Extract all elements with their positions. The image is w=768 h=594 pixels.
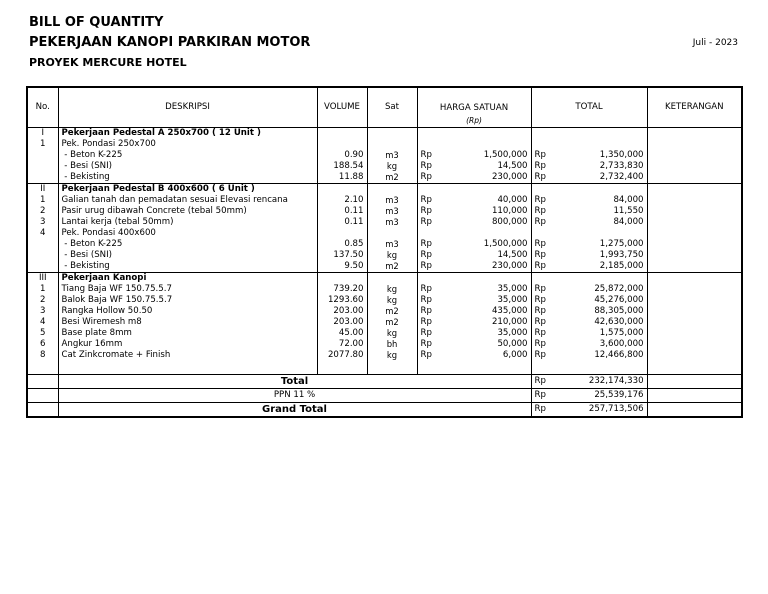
row-unit (367, 228, 417, 239)
row-total (551, 184, 647, 196)
row-total-currency (531, 128, 551, 140)
row-volume: 2.10 (317, 195, 367, 206)
row-unit: m3 (367, 206, 417, 217)
row-total: 84,000 (551, 195, 647, 206)
row-keterangan (647, 161, 742, 172)
row-description: Pek. Pondasi 250x700 (58, 139, 317, 150)
row-unit: m2 (367, 172, 417, 184)
row-total: 2,185,000 (551, 261, 647, 273)
table-row (27, 295, 742, 306)
header-no: No. (27, 87, 58, 128)
row-unit (367, 273, 417, 285)
row-price-currency: Rp (417, 161, 439, 172)
table-row (27, 284, 742, 295)
row-price-currency: Rp (417, 206, 439, 217)
project-name: PROYEK MERCURE HOTEL (29, 56, 187, 69)
row-description: - Beton K-225 (58, 239, 317, 250)
grand-total-rp: Rp (531, 403, 551, 418)
table-row (27, 239, 742, 250)
row-no: 2 (27, 295, 58, 306)
row-description: Galian tanah dan pemadatan sesuai Elevasi rencana (58, 195, 317, 206)
spacer-row (27, 361, 742, 375)
row-keterangan (647, 184, 742, 196)
document-date: Juli - 2023 (692, 38, 738, 48)
section-row (27, 273, 742, 285)
row-price-currency: Rp (417, 317, 439, 328)
row-price-currency (417, 139, 439, 150)
row-volume: 188.54 (317, 161, 367, 172)
row-description: Cat Zinkcromate + Finish (58, 350, 317, 361)
row-unit: kg (367, 284, 417, 295)
row-unit-price: 110,000 (439, 206, 531, 217)
row-total: 2,733,830 (551, 161, 647, 172)
row-price-currency: Rp (417, 295, 439, 306)
row-keterangan (647, 128, 742, 140)
row-price-currency: Rp (417, 328, 439, 339)
row-total-currency: Rp (531, 350, 551, 361)
table-row (27, 172, 742, 184)
row-total-currency: Rp (531, 239, 551, 250)
row-unit-price: 35,000 (439, 328, 531, 339)
row-volume: 45.00 (317, 328, 367, 339)
row-total: 3,600,000 (551, 339, 647, 350)
row-no: 3 (27, 306, 58, 317)
row-price-currency: Rp (417, 150, 439, 161)
row-keterangan (647, 284, 742, 295)
row-unit: bh (367, 339, 417, 350)
row-no (27, 261, 58, 273)
row-description: Pekerjaan Pedestal B 400x600 ( 6 Unit ) (58, 184, 317, 196)
table-row (27, 206, 742, 217)
row-total: 45,276,000 (551, 295, 647, 306)
table-row (27, 250, 742, 261)
row-keterangan (647, 273, 742, 285)
row-unit: m2 (367, 317, 417, 328)
row-volume (317, 273, 367, 285)
row-unit: kg (367, 250, 417, 261)
table-row (27, 339, 742, 350)
row-price-currency (417, 184, 439, 196)
row-volume (317, 128, 367, 140)
row-total: 84,000 (551, 217, 647, 228)
row-volume: 203.00 (317, 317, 367, 328)
header-volume: VOLUME (317, 87, 367, 128)
row-description: - Bekisting (58, 172, 317, 184)
row-volume: 203.00 (317, 306, 367, 317)
row-total: 2,732,400 (551, 172, 647, 184)
row-volume: 1293.60 (317, 295, 367, 306)
row-keterangan (647, 195, 742, 206)
total-value: 232,174,330 (551, 375, 647, 389)
row-total: 42,630,000 (551, 317, 647, 328)
total-rp: Rp (531, 375, 551, 389)
row-no: III (27, 273, 58, 285)
boq-table (26, 86, 743, 418)
header-deskripsi: DESKRIPSI (58, 87, 317, 128)
total-row (27, 375, 742, 389)
row-total (551, 228, 647, 239)
row-total-currency: Rp (531, 161, 551, 172)
row-total-currency: Rp (531, 317, 551, 328)
row-volume: 0.11 (317, 217, 367, 228)
row-price-currency: Rp (417, 350, 439, 361)
table-row (27, 317, 742, 328)
table-row (27, 261, 742, 273)
row-no: 1 (27, 195, 58, 206)
row-unit-price: 435,000 (439, 306, 531, 317)
row-keterangan (647, 339, 742, 350)
row-unit: m3 (367, 195, 417, 206)
row-unit (367, 184, 417, 196)
row-description: Base plate 8mm (58, 328, 317, 339)
row-unit-price (439, 139, 531, 150)
row-total: 1,275,000 (551, 239, 647, 250)
row-unit: m2 (367, 261, 417, 273)
row-unit: kg (367, 328, 417, 339)
row-total-currency (531, 228, 551, 239)
table-row (27, 350, 742, 361)
total-label: Total (58, 375, 531, 389)
row-price-currency: Rp (417, 195, 439, 206)
row-price-currency (417, 128, 439, 140)
grand-total-row (27, 403, 742, 418)
row-keterangan (647, 250, 742, 261)
ppn-value: 25,539,176 (551, 389, 647, 403)
table-row (27, 228, 742, 239)
row-price-currency: Rp (417, 239, 439, 250)
row-unit-price: 6,000 (439, 350, 531, 361)
row-price-currency: Rp (417, 261, 439, 273)
row-total-currency: Rp (531, 339, 551, 350)
header-sat: Sat (367, 87, 417, 128)
row-unit-price: 230,000 (439, 172, 531, 184)
row-no: 3 (27, 217, 58, 228)
row-total-currency: Rp (531, 328, 551, 339)
row-total: 1,575,000 (551, 328, 647, 339)
row-volume: 72.00 (317, 339, 367, 350)
row-unit-price: 210,000 (439, 317, 531, 328)
row-unit-price: 14,500 (439, 161, 531, 172)
row-unit-price: 230,000 (439, 261, 531, 273)
row-total-currency: Rp (531, 295, 551, 306)
ppn-rp: Rp (531, 389, 551, 403)
row-unit (367, 139, 417, 150)
ppn-label: PPN 11 % (58, 389, 531, 403)
header-keterangan: KETERANGAN (647, 87, 742, 128)
row-no (27, 161, 58, 172)
row-keterangan (647, 172, 742, 184)
row-no: 5 (27, 328, 58, 339)
ppn-row (27, 389, 742, 403)
header-harga-satuan: HARGA SATUAN (417, 87, 531, 114)
row-unit-price: 1,500,000 (439, 239, 531, 250)
row-description: Pek. Pondasi 400x600 (58, 228, 317, 239)
row-unit: m2 (367, 306, 417, 317)
row-price-currency (417, 273, 439, 285)
row-volume: 2077.80 (317, 350, 367, 361)
row-total-currency: Rp (531, 195, 551, 206)
row-keterangan (647, 150, 742, 161)
row-no: 4 (27, 317, 58, 328)
table-row (27, 217, 742, 228)
row-description: Lantai kerja (tebal 50mm) (58, 217, 317, 228)
document-title: BILL OF QUANTITY (29, 15, 164, 30)
row-keterangan (647, 317, 742, 328)
row-keterangan (647, 350, 742, 361)
row-description: Balok Baja WF 150.75.5.7 (58, 295, 317, 306)
row-no: 1 (27, 284, 58, 295)
row-description: Angkur 16mm (58, 339, 317, 350)
row-keterangan (647, 206, 742, 217)
row-total: 1,993,750 (551, 250, 647, 261)
row-unit-price: 50,000 (439, 339, 531, 350)
row-total: 1,350,000 (551, 150, 647, 161)
table-row (27, 161, 742, 172)
row-no: 2 (27, 206, 58, 217)
row-unit-price: 40,000 (439, 195, 531, 206)
header-total: TOTAL (531, 87, 647, 128)
row-no (27, 150, 58, 161)
row-price-currency (417, 228, 439, 239)
row-total-currency: Rp (531, 306, 551, 317)
row-total (551, 273, 647, 285)
row-unit-price: 35,000 (439, 284, 531, 295)
row-keterangan (647, 228, 742, 239)
row-price-currency: Rp (417, 339, 439, 350)
table-row (27, 139, 742, 150)
row-volume: 137.50 (317, 250, 367, 261)
row-description: Pekerjaan Kanopi (58, 273, 317, 285)
row-keterangan (647, 261, 742, 273)
row-unit-price: 14,500 (439, 250, 531, 261)
row-total-currency (531, 273, 551, 285)
row-no: 6 (27, 339, 58, 350)
table-row (27, 306, 742, 317)
row-volume (317, 139, 367, 150)
row-description: Besi Wiremesh m8 (58, 317, 317, 328)
row-total-currency (531, 184, 551, 196)
row-no (27, 172, 58, 184)
row-volume: 0.90 (317, 150, 367, 161)
row-total: 11,550 (551, 206, 647, 217)
row-total (551, 128, 647, 140)
row-volume: 11.88 (317, 172, 367, 184)
row-total-currency: Rp (531, 217, 551, 228)
row-volume (317, 184, 367, 196)
row-keterangan (647, 239, 742, 250)
table-row (27, 150, 742, 161)
row-description: Pekerjaan Pedestal A 250x700 ( 12 Unit ) (58, 128, 317, 140)
row-total (551, 139, 647, 150)
row-price-currency: Rp (417, 250, 439, 261)
row-description: - Besi (SNI) (58, 161, 317, 172)
table-row (27, 195, 742, 206)
row-total: 25,872,000 (551, 284, 647, 295)
row-total: 12,466,800 (551, 350, 647, 361)
header-harga-unit: (Rp) (417, 114, 531, 128)
row-unit: kg (367, 161, 417, 172)
section-row (27, 184, 742, 196)
row-description: Rangka Hollow 50.50 (58, 306, 317, 317)
row-volume: 0.11 (317, 206, 367, 217)
row-unit-price: 800,000 (439, 217, 531, 228)
row-total-currency (531, 139, 551, 150)
row-keterangan (647, 139, 742, 150)
row-no: 1 (27, 139, 58, 150)
row-keterangan (647, 295, 742, 306)
row-volume: 739.20 (317, 284, 367, 295)
row-unit: m3 (367, 217, 417, 228)
row-no: 4 (27, 228, 58, 239)
row-price-currency: Rp (417, 306, 439, 317)
row-total: 88,305,000 (551, 306, 647, 317)
row-unit (367, 128, 417, 140)
row-total-currency: Rp (531, 250, 551, 261)
row-description: - Beton K-225 (58, 150, 317, 161)
section-row (27, 128, 742, 140)
table-row (27, 328, 742, 339)
row-unit-price (439, 228, 531, 239)
row-no (27, 250, 58, 261)
row-description: Pasir urug dibawah Concrete (tebal 50mm) (58, 206, 317, 217)
row-unit-price (439, 184, 531, 196)
grand-total-value: 257,713,506 (551, 403, 647, 418)
row-no: II (27, 184, 58, 196)
row-description: - Bekisting (58, 261, 317, 273)
row-keterangan (647, 306, 742, 317)
row-no (27, 239, 58, 250)
row-keterangan (647, 328, 742, 339)
row-keterangan (647, 217, 742, 228)
document-subtitle: PEKERJAAN KANOPI PARKIRAN MOTOR (29, 35, 311, 50)
row-total-currency: Rp (531, 206, 551, 217)
row-volume: 0.85 (317, 239, 367, 250)
row-description: Tiang Baja WF 150.75.5.7 (58, 284, 317, 295)
row-price-currency: Rp (417, 217, 439, 228)
row-unit: m3 (367, 239, 417, 250)
row-price-currency: Rp (417, 172, 439, 184)
row-volume: 9.50 (317, 261, 367, 273)
row-unit-price: 1,500,000 (439, 150, 531, 161)
row-total-currency: Rp (531, 261, 551, 273)
row-unit: m3 (367, 150, 417, 161)
row-unit-price (439, 273, 531, 285)
row-price-currency: Rp (417, 284, 439, 295)
row-total-currency: Rp (531, 150, 551, 161)
row-no: I (27, 128, 58, 140)
row-unit: kg (367, 295, 417, 306)
row-unit-price: 35,000 (439, 295, 531, 306)
row-volume (317, 228, 367, 239)
row-total-currency: Rp (531, 284, 551, 295)
row-unit: kg (367, 350, 417, 361)
row-description: - Besi (SNI) (58, 250, 317, 261)
row-unit-price (439, 128, 531, 140)
row-total-currency: Rp (531, 172, 551, 184)
row-no: 8 (27, 350, 58, 361)
grand-total-label: Grand Total (58, 403, 531, 418)
